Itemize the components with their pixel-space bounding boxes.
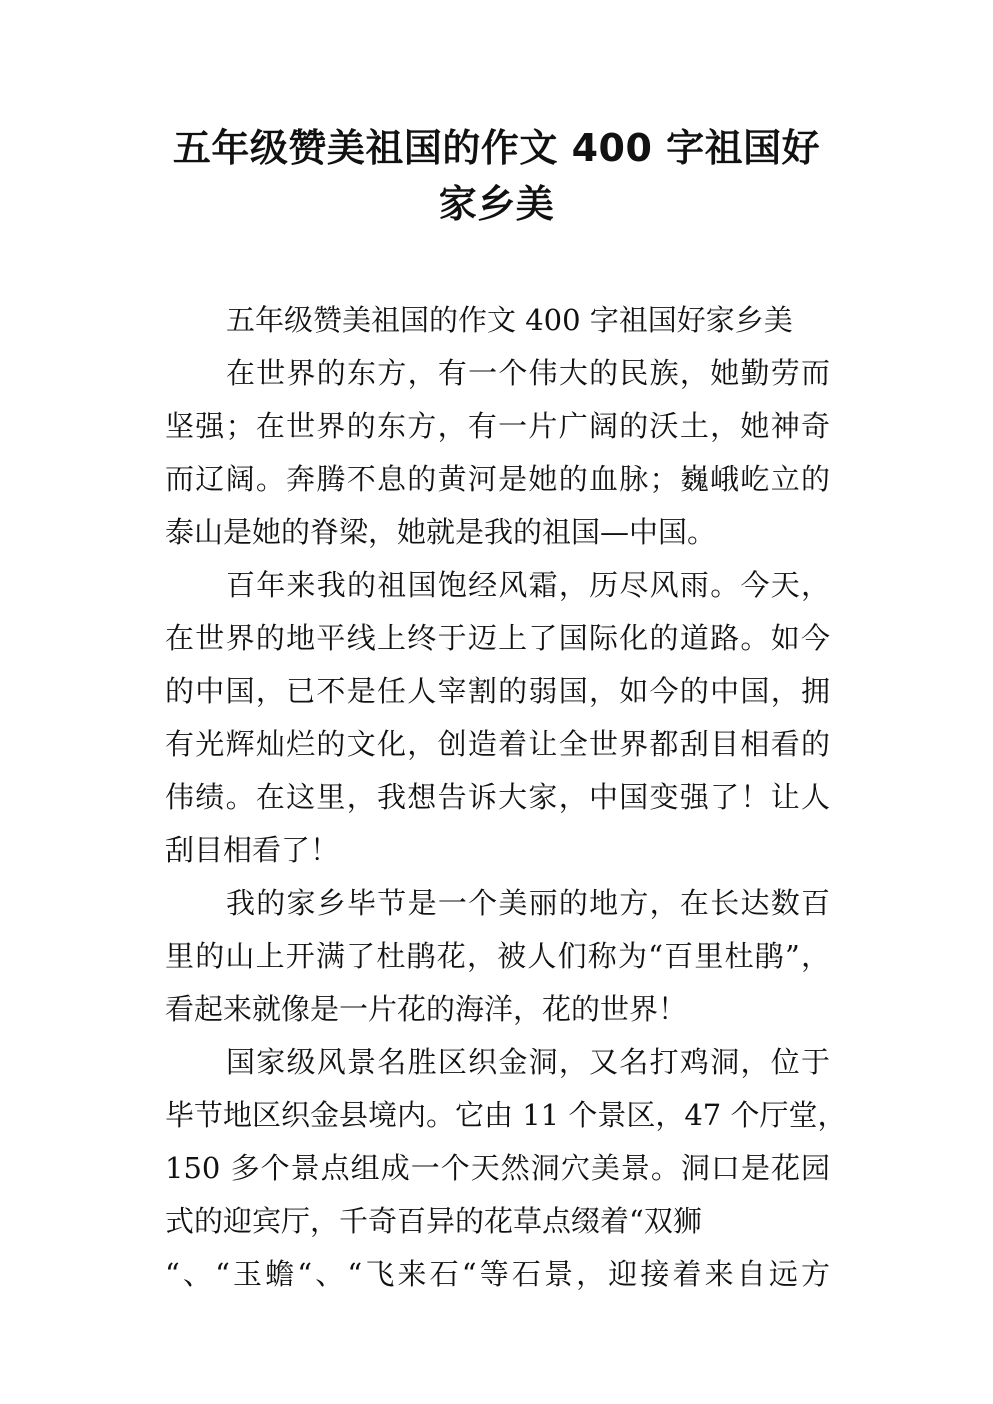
body-line: 150 多个景点组成一个天然洞穴美景。洞口是花园 (165, 1151, 830, 1185)
body-line: 在世界的东方，有一个伟大的民族，她勤劳而 (226, 356, 830, 390)
body-line: 泰山是她的脊梁，她就是我的祖国—中国。 (165, 515, 717, 549)
body-line: “、“玉蟾“、“飞来石“等石景，迎接着来自远方 (165, 1257, 830, 1291)
body-line: 式的迎宾厅，千奇百异的花草点缀着“双狮 (165, 1204, 702, 1238)
body-line: 国家级风景名胜区织金洞，又名打鸡洞，位于 (226, 1045, 830, 1079)
body-line: 有光辉灿烂的文化，创造着让全世界都刮目相看的 (165, 727, 830, 761)
body-line-subtitle: 五年级赞美祖国的作文 400 字祖国好家乡美 (226, 303, 793, 337)
body-line: 在世界的地平线上终于迈上了国际化的道路。如今 (165, 621, 830, 655)
body-line: 里的山上开满了杜鹃花，被人们称为“百里杜鹃”， (165, 939, 830, 973)
body-line: 而辽阔。奔腾不息的黄河是她的血脉；巍峨屹立的 (165, 462, 830, 496)
body-line: 看起来就像是一片花的海洋，花的世界！ (165, 992, 688, 1026)
document-title (120, 120, 873, 232)
document-body (165, 294, 847, 1301)
document-title-line-2: 家乡美 (438, 182, 555, 226)
body-line: 伟绩。在这里，我想告诉大家，中国变强了！让人 (165, 780, 830, 814)
body-line: 的中国，已不是任人宰割的弱国，如今的中国，拥 (165, 674, 830, 708)
body-line: 坚强；在世界的东方，有一片广阔的沃土，她神奇 (165, 409, 830, 443)
body-line: 毕节地区织金县境内。它由 11 个景区，47 个厅堂， (165, 1098, 847, 1132)
body-line: 刮目相看了！ (165, 833, 340, 867)
document-title-line-1: 五年级赞美祖国的作文 400 字祖国好 (172, 126, 821, 170)
body-line: 百年来我的祖国饱经风霜，历尽风雨。今天， (226, 568, 830, 602)
body-line: 我的家乡毕节是一个美丽的地方，在长达数百 (226, 886, 830, 920)
